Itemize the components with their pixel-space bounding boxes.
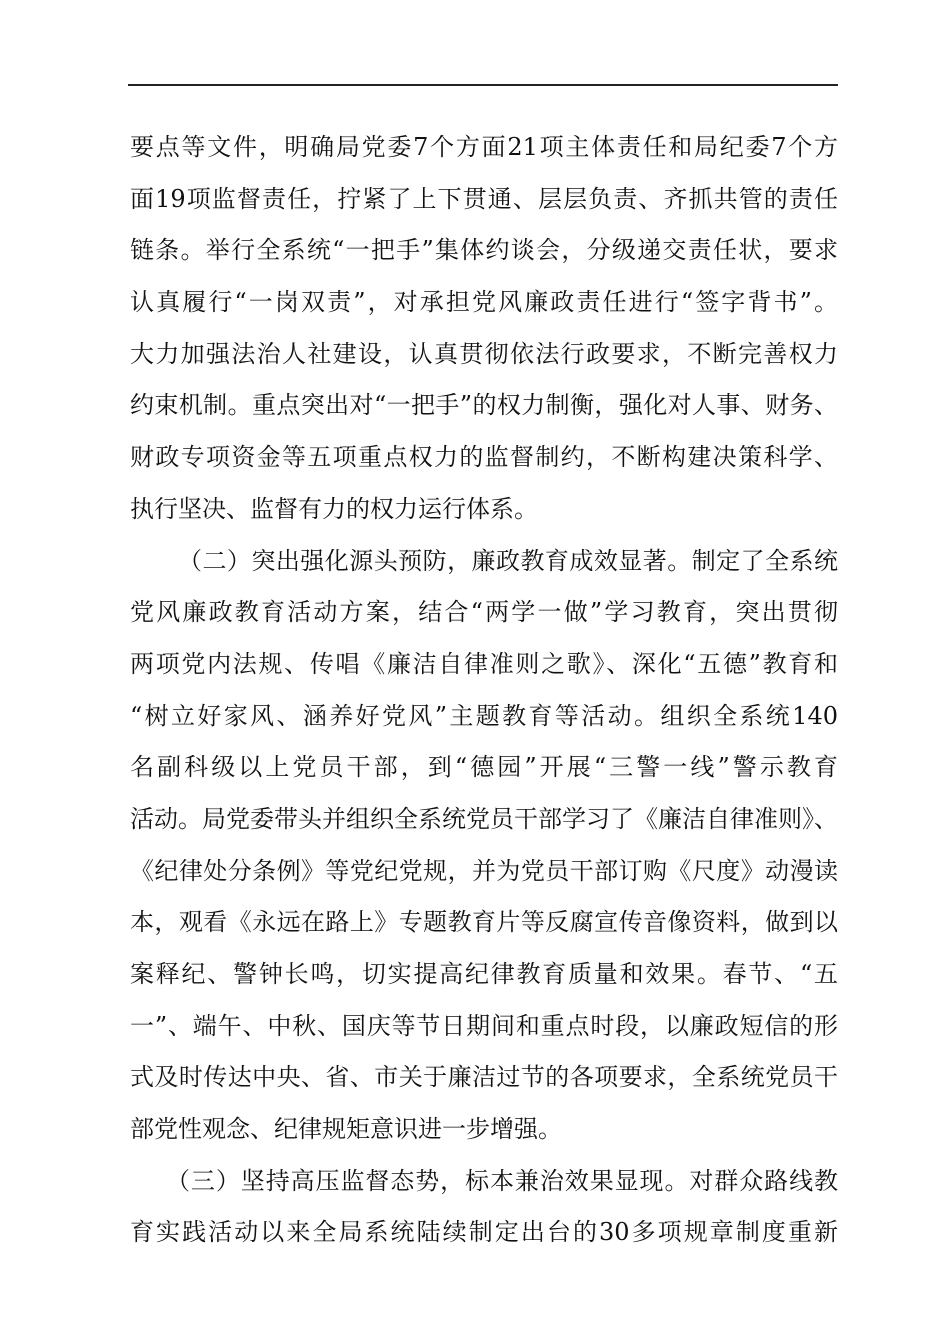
text-line: 两项党内法规、传唱《廉洁自律准则之歌》、深化“五德”教育和 <box>130 649 838 678</box>
text-line: 面19项监督责任，拧紧了上下贯通、层层负责、齐抓共管的责任 <box>130 184 838 213</box>
text-line: 一”、端午、中秋、国庆等节日期间和重点时段，以廉政短信的形 <box>130 1011 838 1040</box>
text-line: 党风廉政教育活动方案，结合“两学一做”学习教育，突出贯彻 <box>130 598 838 627</box>
text-line: 式及时传达中央、省、市关于廉洁过节的各项要求，全系统党员干 <box>130 1063 838 1092</box>
text-line: 名副科级以上党员干部，到“德园”开展“三警一线”警示教育 <box>130 753 838 782</box>
text-line: 大力加强法治人社建设，认真贯彻依法行政要求，不断完善权力 <box>130 339 838 368</box>
text-line: 认真履行“一岗双责”，对承担党风廉政责任进行“签字背书”。 <box>130 288 838 317</box>
text-line: 案释纪、警钟长鸣，切实提高纪律教育质量和效果。春节、“五 <box>130 960 838 988</box>
text-line: 活动。局党委带头并组织全系统党员干部学习了《廉洁自律准则》、 <box>130 804 838 833</box>
header-rule <box>128 84 838 86</box>
text-line: 要点等文件，明确局党委7个方面21项主体责任和局纪委7个方 <box>130 133 838 161</box>
text-line: 本，观看《永远在路上》专题教育片等反腐宣传音像资料，做到以 <box>130 908 838 937</box>
document-body <box>130 122 838 1259</box>
text-line: 执行坚决、监督有力的权力运行体系。 <box>130 494 538 523</box>
text-line: 部党性观念、纪律规矩意识进一步增强。 <box>130 1115 562 1144</box>
text-line: 育实践活动以来全局系统陆续制定出台的30多项规章制度重新 <box>130 1218 838 1247</box>
text-line: 财政专项资金等五项重点权力的监督制约，不断构建决策科学、 <box>130 443 838 472</box>
section-heading-line: （二）突出强化源头预防，廉政教育成效显著。制定了全系统 <box>178 546 838 575</box>
text-line: 《纪律处分条例》等党纪党规，并为党员干部订购《尺度》动漫读 <box>130 856 838 885</box>
text-line: 约束机制。重点突出对“一把手”的权力制衡，强化对人事、财务、 <box>130 391 838 420</box>
text-line: 链条。举行全系统“一把手”集体约谈会，分级递交责任状，要求 <box>130 236 838 265</box>
text-line: “树立好家风、涵养好党风”主题教育等活动。组织全系统140 <box>130 701 838 730</box>
section-heading-line: （三）坚持高压监督态势，标本兼治效果显现。对群众路线教 <box>166 1166 838 1195</box>
